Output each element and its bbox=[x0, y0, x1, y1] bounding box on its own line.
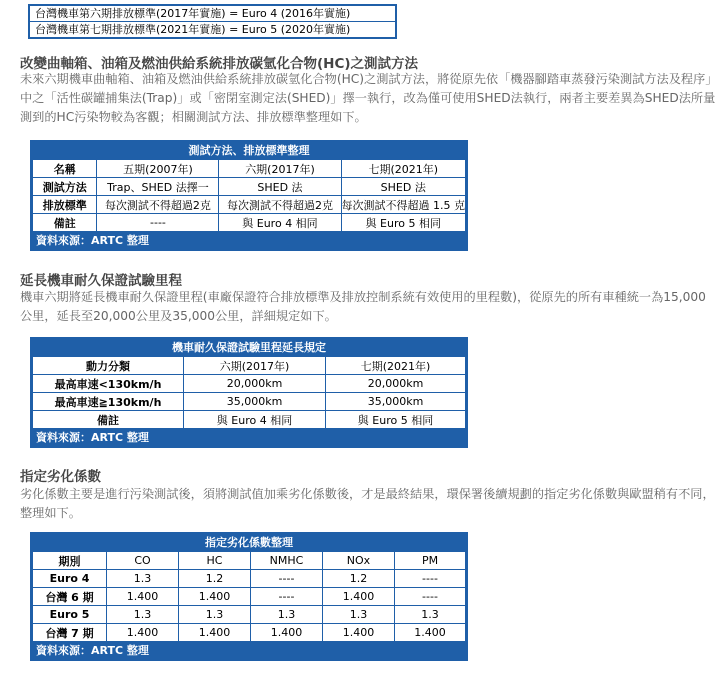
table-source: 資料來源：ARTC 整理 bbox=[36, 644, 149, 657]
table-cell: 與 Euro 4 相同 bbox=[184, 411, 325, 428]
table-cell: ---- bbox=[251, 570, 322, 587]
table-caption: 機車耐久保證試驗里程延長規定 bbox=[172, 341, 326, 354]
row-label: 排放標準 bbox=[33, 196, 96, 213]
section-body-deterioration: 劣化係數主要是進行污染測試後，須將測試值加乘劣化係數後，才是最終結果，環保署後續規劃的指定劣化係數與歐盟稍有不同，整理如下。 bbox=[20, 487, 715, 520]
table-caption: 測試方法、排放標準整理 bbox=[188, 144, 310, 157]
table-cell: ---- bbox=[395, 570, 465, 587]
row-label: 備註 bbox=[33, 214, 96, 231]
table-row bbox=[33, 588, 465, 605]
header-cell: 五期(2007年) bbox=[97, 160, 218, 177]
row-label: Euro 5 bbox=[33, 606, 106, 623]
table-source: 資料來源：ARTC 整理 bbox=[36, 431, 149, 444]
section-title-test-method: 改變曲軸箱、油箱及燃油供給系統排放碳氫化合物(HC)之測試方法 bbox=[20, 56, 419, 72]
header-cell: CO bbox=[107, 552, 178, 569]
table-row bbox=[33, 214, 465, 231]
header-cell: 動力分類 bbox=[33, 357, 183, 374]
table-grid bbox=[32, 159, 466, 232]
table-cell: ---- bbox=[97, 214, 218, 231]
row-label: 備註 bbox=[33, 411, 183, 428]
table-caption: 指定劣化係數整理 bbox=[205, 536, 293, 549]
header-cell: HC bbox=[179, 552, 250, 569]
header-cell: 期別 bbox=[33, 552, 106, 569]
table-cell: 1.400 bbox=[395, 624, 465, 641]
test-method-table bbox=[30, 140, 468, 251]
table-grid bbox=[32, 551, 466, 642]
table-header-row bbox=[33, 160, 465, 177]
table-cell: 與 Euro 5 相同 bbox=[326, 411, 465, 428]
table-cell: 1.400 bbox=[107, 624, 178, 641]
table-cell: 每次測試不得超過 1.5 克 bbox=[342, 196, 466, 213]
table-cell: 35,000km bbox=[326, 393, 465, 410]
table-cell: 1.400 bbox=[323, 624, 394, 641]
row-label: 最高車速<130km/h bbox=[33, 375, 183, 392]
row-label: 台灣 7 期 bbox=[33, 624, 106, 641]
table-row bbox=[33, 393, 465, 410]
table-cell: 每次測試不得超過2克 bbox=[219, 196, 340, 213]
row-label: 測試方法 bbox=[33, 178, 96, 195]
table-cell: ---- bbox=[251, 588, 322, 605]
header-cell: PM bbox=[395, 552, 465, 569]
summary-row: 台灣機車第六期排放標準(2017年實施) = Euro 4 (2016年實施) bbox=[30, 6, 395, 22]
table-grid bbox=[32, 356, 466, 429]
row-label: 台灣 6 期 bbox=[33, 588, 106, 605]
table-cell: 1.400 bbox=[251, 624, 322, 641]
table-cell: 1.3 bbox=[179, 606, 250, 623]
header-cell: NOx bbox=[323, 552, 394, 569]
table-row bbox=[33, 375, 465, 392]
table-cell: 1.400 bbox=[179, 588, 250, 605]
table-source: 資料來源：ARTC 整理 bbox=[36, 234, 149, 247]
table-cell: 35,000km bbox=[184, 393, 325, 410]
deterioration-factor-table bbox=[30, 532, 468, 661]
table-cell: ---- bbox=[395, 588, 465, 605]
table-cell: 1.2 bbox=[323, 570, 394, 587]
header-cell: 七期(2021年) bbox=[342, 160, 466, 177]
section-body-test-method: 未來六期機車曲軸箱、油箱及燃油供給系統排放碳氫化合物(HC)之測試方法，將從原先依「機器腳踏車蒸發污染測試方法及程序」中之「活性碳罐捕集法(Trap)」或「密閉室測定法(SHED)」擇一執行，改為僅可使用SHED法執行，兩者主要差異為SHED法所量測到的HC污染物較為客觀；相關測試方法、排放標準整理如下。 bbox=[20, 72, 718, 124]
table-cell: Trap、SHED 法擇一 bbox=[97, 178, 218, 195]
header-cell: 六期(2017年) bbox=[184, 357, 325, 374]
table-cell: 1.400 bbox=[323, 588, 394, 605]
header-cell: 六期(2017年) bbox=[219, 160, 340, 177]
table-row bbox=[33, 411, 465, 428]
row-label: Euro 4 bbox=[33, 570, 106, 587]
table-cell: 1.400 bbox=[179, 624, 250, 641]
table-header-row bbox=[33, 552, 465, 569]
standards-summary-box bbox=[28, 4, 397, 39]
table-row bbox=[33, 196, 465, 213]
table-cell: 1.3 bbox=[251, 606, 322, 623]
table-cell: 每次測試不得超過2克 bbox=[97, 196, 218, 213]
table-row bbox=[33, 624, 465, 641]
table-row bbox=[33, 570, 465, 587]
table-cell: 20,000km bbox=[184, 375, 325, 392]
header-cell: NMHC bbox=[251, 552, 322, 569]
table-row bbox=[33, 178, 465, 195]
table-cell: 1.2 bbox=[179, 570, 250, 587]
table-cell: 1.3 bbox=[395, 606, 465, 623]
row-label: 最高車速≧130km/h bbox=[33, 393, 183, 410]
header-cell: 名稱 bbox=[33, 160, 96, 177]
table-cell: 1.400 bbox=[107, 588, 178, 605]
table-row bbox=[33, 606, 465, 623]
table-header-row bbox=[33, 357, 465, 374]
summary-row: 台灣機車第七期排放標準(2021年實施) = Euro 5 (2020年實施) bbox=[35, 23, 351, 36]
table-cell: 與 Euro 5 相同 bbox=[342, 214, 466, 231]
section-title-durability: 延長機車耐久保證試驗里程 bbox=[20, 273, 182, 289]
table-cell: 1.3 bbox=[323, 606, 394, 623]
table-cell: 1.3 bbox=[107, 606, 178, 623]
table-cell: 20,000km bbox=[326, 375, 465, 392]
section-title-deterioration: 指定劣化係數 bbox=[20, 469, 101, 485]
table-cell: SHED 法 bbox=[219, 178, 340, 195]
header-cell: 七期(2021年) bbox=[326, 357, 465, 374]
section-body-durability: 機車六期將延長機車耐久保證里程(車廠保證符合排放標準及排放控制系統有效使用的里程數)，從原先的所有車種統一為15,000公里，延長至20,000公里及35,000公里，詳細規定如下。 bbox=[20, 290, 706, 323]
table-cell: 1.3 bbox=[107, 570, 178, 587]
table-cell: SHED 法 bbox=[342, 178, 466, 195]
durability-table bbox=[30, 337, 468, 448]
table-cell: 與 Euro 4 相同 bbox=[219, 214, 340, 231]
